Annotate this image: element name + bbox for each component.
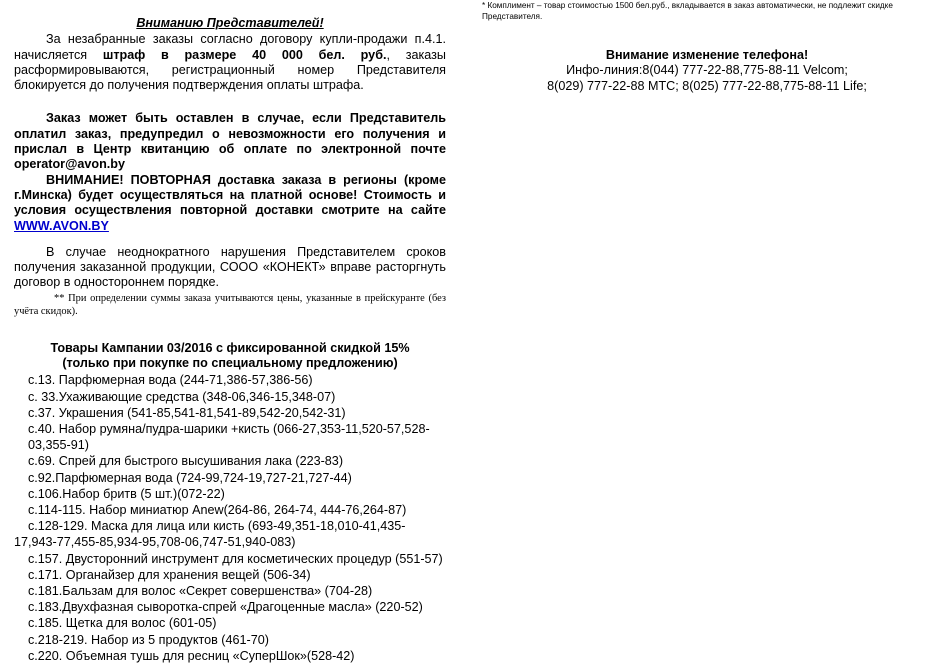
redelivery-paragraph (14, 173, 446, 234)
list-item: с.69. Спрей для быстрого высушивания лака (223-83) (28, 454, 344, 469)
penalty-paragraph (14, 32, 446, 93)
list-item: с.40. Набор румяна/пудра-шарики +кисть (066-27,353-11,520-57,528-03,355-91) (28, 421, 430, 453)
penalty-text-a: За незабранные заказы согласно договору купли-продажи п.4.1. начисляется (14, 32, 446, 62)
phone-change-block (482, 48, 932, 94)
list-item: с.106.Набор бритв (5 шт.)(072-22) (28, 486, 225, 501)
left-column (14, 16, 446, 664)
products-list (14, 372, 446, 664)
list-item: с.13. Парфюмерная вода (244-71,386-57,386-56) (28, 373, 313, 388)
redelivery-text: ВНИМАНИЕ! ПОВТОРНАЯ доставка заказа в регионы (кроме г.Минска) будет осуществляться на платной основе! Стоимость и условия осуществления повторной доставки смотрите на сайте (14, 172, 446, 218)
right-column (482, 0, 932, 94)
order-kept-paragraph: Заказ может быть оставлен в случае, если Представитель оплатил заказ, предупредил о невозможности его получения и прислал в Центр квитанцию об оплате по электронной почте operator@avon.by (14, 111, 446, 172)
notice-title: Вниманию Представителей! (136, 16, 324, 30)
list-item: с.220. Объемная тушь для ресниц «СуперШок»(528-42) (28, 648, 355, 663)
avon-site-link[interactable]: WWW.AVON.BY (14, 218, 109, 233)
penalty-amount: штраф в размере 40 000 бел. руб. (102, 47, 387, 62)
penalty-text-c: , заказы расформировываются, регистрационный номер Представителя блокируется до получения подтверждения оплаты штрафа. (14, 47, 446, 93)
list-item: с.185. Щетка для волос (601-05) (28, 616, 217, 631)
list-item: с. 33.Ухаживающие средства (348-06,346-15,348-07) (28, 389, 336, 404)
termination-paragraph: В случае неоднократного нарушения Представителем сроков получения заказанной продукции, СООО «КОНЕКТ» вправе расторгнуть договор в одностороннем порядке. (14, 244, 446, 290)
list-item: с.218-219. Набор из 5 продуктов (461-70) (28, 632, 269, 647)
list-item: с.37. Украшения (541-85,541-81,541-89,542-20,542-31) (28, 405, 346, 420)
list-item: с.181.Бальзам для волос «Секрет совершенства» (704-28) (28, 583, 373, 598)
list-item: с.128-129. Маска для лица или кисть (693-49,351-18,010-41,435-17,943-77,455-85,934-95,708-06,747-51,940-083) (14, 519, 406, 550)
list-item: с.183.Двухфазная сыворотка-спрей «Драгоценные масла» (220-52) (28, 600, 423, 615)
list-item: с.157. Двусторонний инструмент для косметических процедур (551-57) (28, 551, 443, 566)
list-item: с.114-115. Набор миниатюр Anew(264-86, 264-74, 444-76,264-87) (28, 502, 407, 517)
price-footnote: ** При определении суммы заказа учитываются цены, указанные в прейскуранте (без учёта скидок). (14, 292, 446, 317)
compliment-note: * Комплимент – товар стоимостью 1500 бел.руб., вкладывается в заказ автоматически, не подлежит скидке Представителя. (482, 1, 893, 21)
phone-change-title: Внимание изменение телефона! (605, 48, 809, 62)
list-item: с.171. Органайзер для хранения вещей (506-34) (28, 567, 311, 582)
info-line-phones: Инфо-линия:8(044) 777-22-88,775-88-11 Velcom; (566, 63, 848, 78)
products-title-line-1: Товары Кампании 03/2016 с фиксированной скидкой 15% (50, 340, 410, 355)
products-title-line-2: (только при покупке по специальному предложению) (62, 356, 398, 371)
mobile-phones: 8(029) 777-22-88 МТС; 8(025) 777-22-88,775-88-11 Life; (547, 78, 867, 93)
list-item: с.92.Парфюмерная вода (724-99,724-19,727-21,727-44) (28, 470, 352, 485)
products-title (14, 341, 446, 372)
